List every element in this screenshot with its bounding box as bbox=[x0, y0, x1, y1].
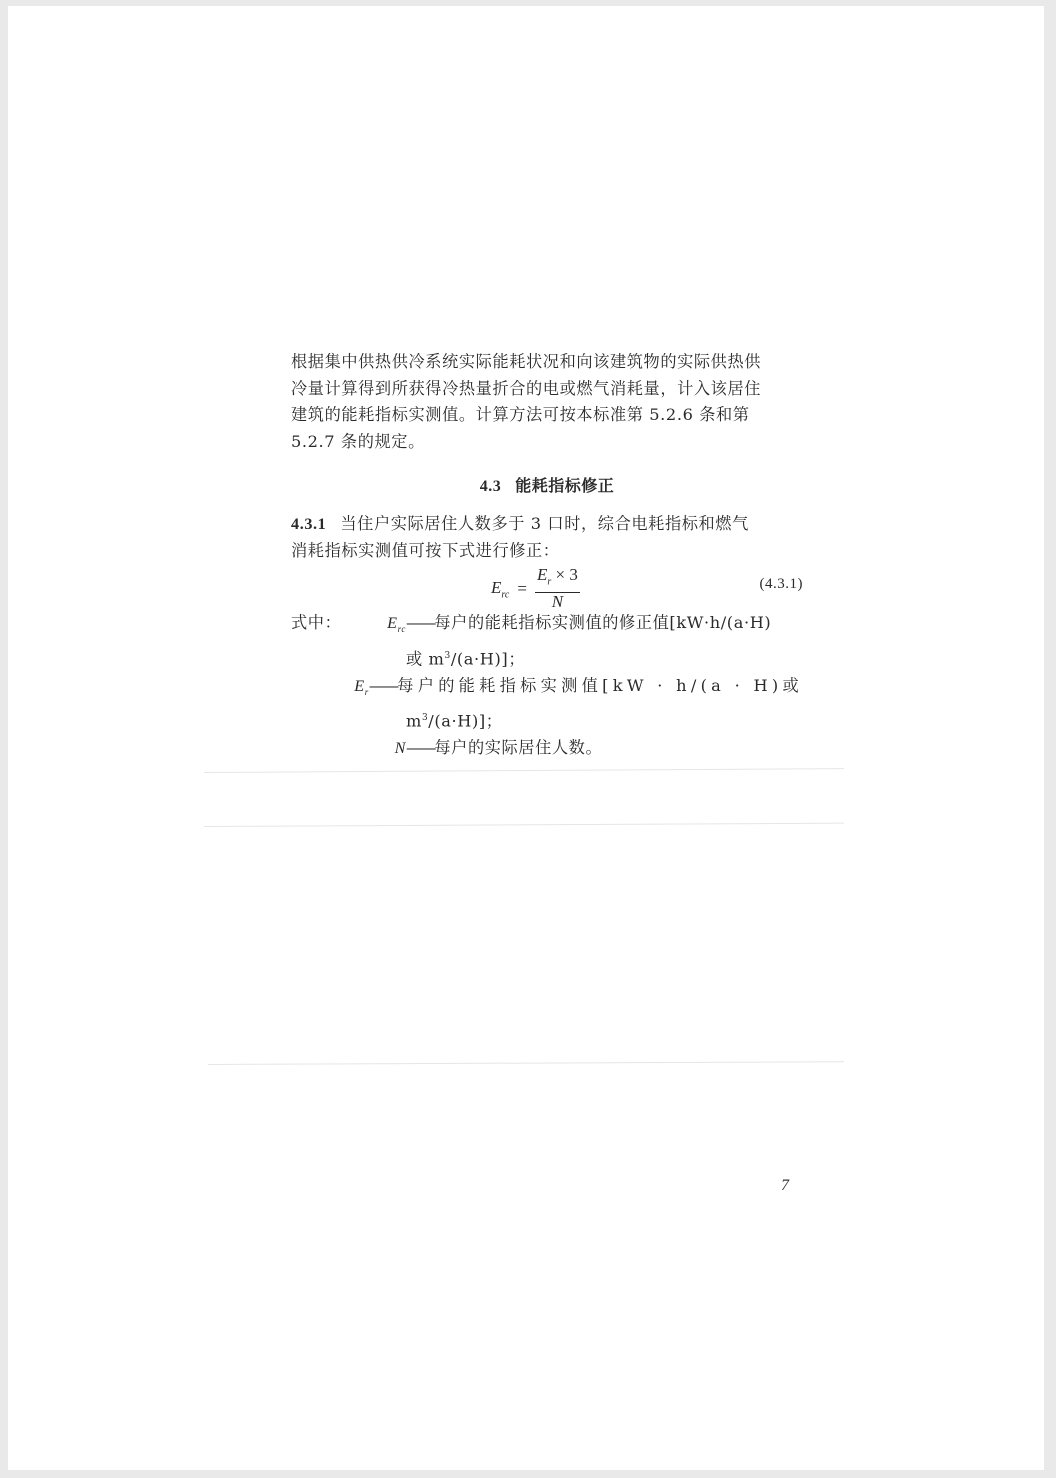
scan-artifact-line bbox=[208, 1061, 844, 1065]
scan-artifact-line bbox=[204, 768, 844, 773]
where-label-spacer bbox=[291, 673, 332, 706]
numerator-var: E bbox=[536, 565, 548, 584]
formula bbox=[491, 566, 580, 611]
clause-number: 4.3.1 bbox=[291, 515, 327, 533]
formula-lhs-var: E bbox=[491, 577, 502, 597]
where-definition: 每户的能耗指标实测值[kW · h/(a · H)或 bbox=[397, 675, 803, 695]
where-definition: 每户的能耗指标实测值的修正值[kW·h/(a·H) bbox=[434, 613, 772, 632]
section-number: 4.3 bbox=[479, 478, 502, 495]
where-continuation bbox=[291, 643, 803, 673]
symbol-var: N bbox=[394, 739, 406, 758]
page-content bbox=[291, 349, 803, 762]
where-symbol bbox=[351, 735, 406, 762]
document-page bbox=[8, 6, 1044, 1470]
where-block bbox=[291, 610, 803, 762]
clause-first-line bbox=[291, 511, 803, 538]
formula-lhs-sub: rc bbox=[501, 588, 510, 600]
where-item bbox=[291, 610, 803, 643]
where-symbol bbox=[332, 673, 369, 706]
section-heading bbox=[291, 473, 803, 499]
where-continuation bbox=[291, 705, 803, 735]
cont-prefix: m bbox=[406, 711, 422, 731]
clause-text: 当住户实际居住人数多于 3 口时，综合电耗指标和燃气 bbox=[340, 514, 749, 533]
numerator-rest: × 3 bbox=[551, 565, 578, 584]
paragraph-line: 建筑的能耗指标实测值。计算方法可按本标准第 5.2.6 条和第 bbox=[291, 405, 750, 424]
formula-denominator: N bbox=[551, 592, 564, 612]
where-definition: 每户的实际居住人数。 bbox=[434, 738, 603, 758]
symbol-var: E bbox=[387, 614, 398, 632]
section-title: 能耗指标修正 bbox=[515, 476, 615, 495]
where-label-spacer bbox=[291, 735, 351, 762]
equation-number: (4.3.1) bbox=[759, 576, 803, 592]
numerator-sub: r bbox=[547, 576, 552, 588]
scan-artifact-line bbox=[204, 823, 844, 827]
symbol-sub: rc bbox=[397, 624, 406, 635]
superscript: 3 bbox=[444, 650, 451, 661]
formula-lhs bbox=[491, 578, 509, 600]
formula-fraction bbox=[535, 566, 580, 611]
paragraph-line: 5.2.7 条的规定。 bbox=[291, 431, 425, 451]
intro-paragraph bbox=[291, 349, 803, 455]
paragraph-line: 冷量计算得到所获得冷热量折合的电或燃气消耗量，计入该居住 bbox=[291, 378, 762, 398]
where-symbol bbox=[291, 610, 406, 643]
symbol-sub: r bbox=[364, 686, 369, 697]
cont-suffix: /(a·H)]； bbox=[428, 711, 503, 731]
formula-equals: = bbox=[517, 578, 527, 598]
where-item bbox=[291, 673, 803, 706]
em-dash: —— bbox=[406, 738, 435, 758]
where-label: 式中： bbox=[291, 613, 342, 632]
formula-numerator bbox=[535, 566, 580, 593]
paragraph-line: 根据集中供热供冷系统实际能耗状况和向该建筑物的实际供热供 bbox=[291, 352, 762, 371]
cont-suffix: /(a·H)]； bbox=[450, 649, 526, 669]
superscript: 3 bbox=[421, 713, 429, 724]
clause-line: 消耗指标实测值可按下式进行修正： bbox=[291, 540, 560, 560]
clause-4-3-1 bbox=[291, 511, 803, 564]
where-item bbox=[291, 735, 803, 762]
page-number: 7 bbox=[781, 1177, 789, 1194]
em-dash: —— bbox=[368, 675, 398, 695]
em-dash: —— bbox=[406, 613, 435, 632]
formula-row bbox=[291, 565, 803, 612]
cont-prefix: 或 m bbox=[406, 649, 445, 669]
symbol-var: E bbox=[354, 676, 365, 695]
